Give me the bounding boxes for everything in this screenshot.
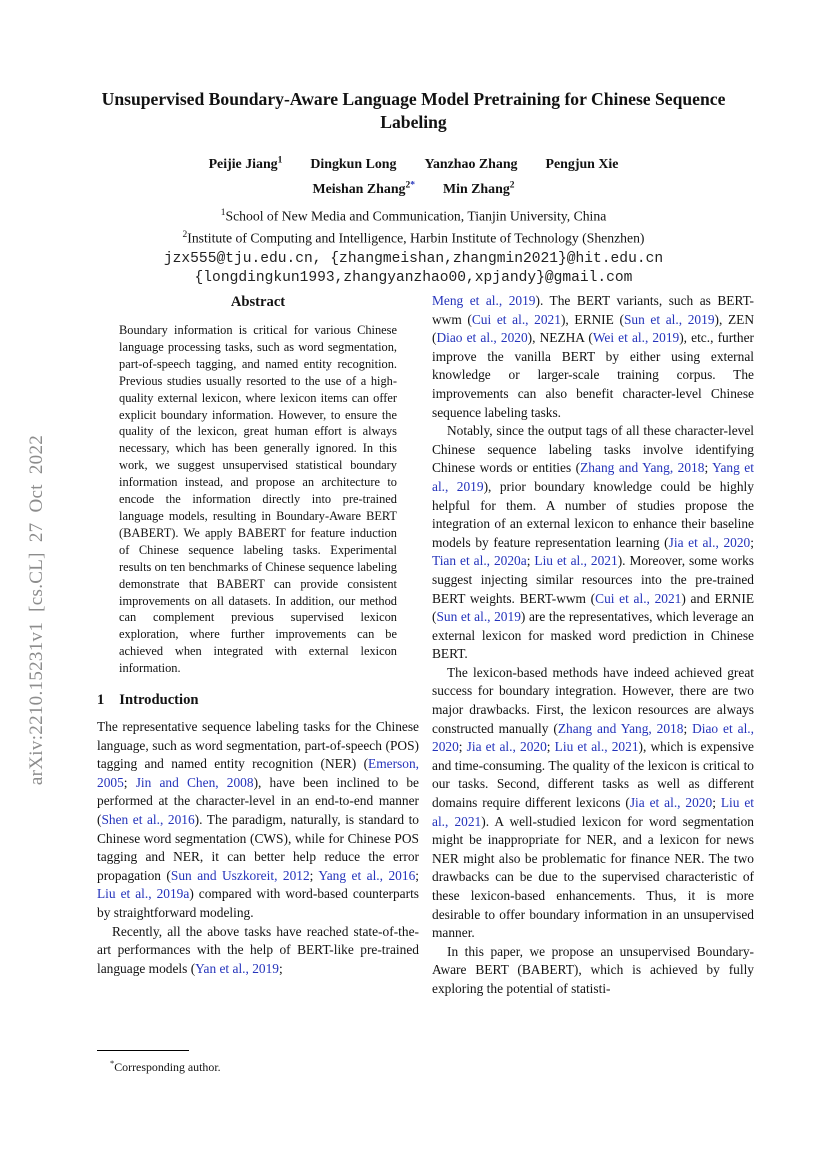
text-run: ) compared with word-based counterparts by straightforward modeling. <box>97 886 419 920</box>
text-run: The representative sequence labeling tasks for the Chinese language, such as word segmentation, part-of-speech (POS) tagging and named entity recognition (NER) ( <box>97 719 419 772</box>
citation-link[interactable]: Liu et al., 2021 <box>432 795 754 829</box>
text-run: ). A well-studied lexicon for word segmentation might be inappropriate for NER, and a lexicon for news NER might also be problematic for finance NER. The two drawbacks can be due to the supervised characteristic of these lexicon-based enhancements. Thus, it is more desirable to offer boundary information in an unsupervised manner. <box>432 813 754 941</box>
citation-link[interactable]: Shen et al., 2016 <box>101 812 195 827</box>
citation-link[interactable]: Meng et al., 2019 <box>432 293 536 308</box>
text-run: Notably, since the output tags of all these character-level Chinese sequence labeling tasks involve identifying Chinese words or entities ( <box>432 423 754 476</box>
affiliations <box>0 204 827 247</box>
text-run: The lexicon-based methods have indeed achieved great success for boundary integration. However, there are two major drawbacks. First, the lexicon resources are always constructed manually ( <box>432 664 754 736</box>
citation-link[interactable]: Tian et al., 2020a <box>432 553 527 569</box>
author <box>443 182 515 197</box>
arxiv-watermark: arXiv:2210.15231v1 [cs.CL] 27 Oct 2022 <box>26 434 47 786</box>
citation-link[interactable]: Diao et al., 2020 <box>436 330 528 346</box>
text-run: ), have been inclined to be performed at the character-level in an end-to-end manner ( <box>97 774 419 827</box>
affiliation-line <box>0 226 827 248</box>
authors-row-1 <box>0 151 827 176</box>
footnote-label: Corresponding author. <box>114 1059 221 1074</box>
affiliation-superscript: 1 <box>220 208 226 219</box>
author-name: Dingkun Long <box>310 157 397 173</box>
author-affiliation-superscript <box>278 156 283 166</box>
two-column-body <box>97 292 754 1168</box>
section-number: 1 <box>97 692 105 709</box>
text-run: ; <box>123 774 136 790</box>
text-run: ), which is expensive and time-consuming. The quality of the lexicon is critical to our tasks. Second, different tasks as well as different domains require different lexicons ( <box>432 739 754 811</box>
section-heading-introduction <box>97 692 419 709</box>
author-affiliation-superscript <box>406 180 416 190</box>
citation-link[interactable]: Liu et al., 2021 <box>534 553 618 569</box>
text-run: ; <box>704 460 713 476</box>
citation-link[interactable]: Yan et al., 2019 <box>195 960 279 976</box>
citation-link[interactable]: Jia et al., 2020 <box>629 795 713 811</box>
citation-link[interactable]: Wei et al., 2019 <box>592 330 680 346</box>
author <box>424 157 517 172</box>
text-run: ), ZEN ( <box>432 311 754 346</box>
affiliation-superscript: 2 <box>182 229 188 240</box>
text-run: ), prior boundary knowledge could be highly helpful for them. A number of studies propose the integration of an external lexicon to enhance their baseline models by feature representation learning ( <box>432 478 754 550</box>
affiliation-text: Institute of Computing and Intelligence, Harbin Institute of Technology (Shenzhen) <box>187 230 645 246</box>
text-run: In this paper, we propose an unsupervised Boundary-Aware BERT (BABERT), which is achieved by fully exploring the potential of statisti- <box>432 943 754 996</box>
paragraph <box>432 292 754 422</box>
right-column-paragraphs <box>432 292 754 999</box>
paragraph <box>432 422 754 664</box>
text-run: ) and ERNIE ( <box>432 590 754 625</box>
paragraph <box>432 664 754 943</box>
section-title: Introduction <box>119 692 199 709</box>
author <box>209 157 283 172</box>
authors-row-2 <box>0 175 827 200</box>
text-run: ; <box>526 553 535 569</box>
text-run: ), NEZHA ( <box>527 330 593 346</box>
paragraph <box>97 718 419 923</box>
left-column <box>97 292 419 1168</box>
author <box>310 157 396 172</box>
author-name: Yanzhao Zhang <box>424 157 518 173</box>
text-run: ; <box>309 867 319 883</box>
citation-link[interactable]: Yang et al., 2016 <box>318 867 416 883</box>
citation-link[interactable]: Sun and Uszkoreit, 2012 <box>170 867 310 883</box>
author-name: Min Zhang <box>443 182 510 198</box>
paragraph <box>97 923 419 979</box>
author-affiliation-superscript <box>510 180 515 190</box>
citation-link[interactable]: Liu et al., 2019a <box>97 886 190 902</box>
footnote-marker: * <box>110 1058 115 1068</box>
affiliation-text: School of New Media and Communication, Tianjin University, China <box>225 208 607 224</box>
paper-header <box>0 88 827 288</box>
citation-link[interactable]: Cui et al., 2021 <box>471 311 561 327</box>
text-run: ). Moreover, some works suggest injecting similar resources into the pre-trained BERT weights. BERT-wwm ( <box>432 553 754 606</box>
citation-link[interactable]: Jin and Chen, 2008 <box>135 774 254 790</box>
text-run: ; <box>750 534 754 550</box>
author-emails <box>0 250 827 288</box>
citation-link[interactable]: Jia et al., 2020 <box>668 534 751 550</box>
left-column-paragraphs <box>97 718 419 978</box>
affiliation-line <box>0 204 827 226</box>
text-run: ). The paradigm, naturally, is standard to Chinese word segmentation (CWS), while for Chinese POS tagging and NER, it can better help reduce the error propagation ( <box>97 812 419 883</box>
text-run: ; <box>683 720 693 736</box>
text-run: ; <box>415 867 419 883</box>
author-name: Meishan Zhang <box>312 182 406 198</box>
text-run: ; <box>279 960 283 976</box>
text-run: ; <box>546 739 555 755</box>
footnote-text <box>97 1056 419 1075</box>
text-run: Recently, all the above tasks have reached state-of-the-art performances with the help of BERT-like pre-trained language models ( <box>97 923 419 976</box>
author-name: Peijie Jiang <box>208 157 278 173</box>
paper-title: Unsupervised Boundary-Aware Language Model Pretraining for Chinese Sequence Labeling <box>101 89 726 133</box>
paragraph <box>432 943 754 999</box>
citation-link[interactable]: Jia et al., 2020 <box>466 739 547 755</box>
abstract-text: Boundary information is critical for various Chinese language processing tasks, such as word segmentation, part-of-speech tagging, and named entity recognition. Previous studies usually resorted to the use of a high-quality external lexicon, where lexicon items can offer explicit boundary information. However, to ensure the quality of the lexicon, great human effort is always necessary, which has been generally ignored. In this work, we suggest unsupervised statistical boundary information instead, and propose an architecture to encode the information directly into pre-trained language models, resulting in Boundary-Aware BERT (BABERT). We apply BABERT for feature induction of Chinese sequence labeling tasks. Experimental results on ten benchmarks of Chinese sequence labeling demonstrate that BABERT can provide consistent improvements on all datasets. In addition, our method can complement previous supervised lexicon exploration, where further improvements can be achieved when integrated with external lexicon information. <box>119 323 397 676</box>
superscript-number: 2 <box>509 180 515 191</box>
citation-link[interactable]: Liu et al., 2021 <box>554 739 639 755</box>
text-run: ; <box>712 795 721 811</box>
footnote-rule <box>97 1050 189 1051</box>
citation-link[interactable]: Zhang and Yang, 2018 <box>580 460 705 476</box>
superscript-number: 1 <box>277 155 283 166</box>
email-line: jzx555@tju.edu.cn, {zhangmeishan,zhangmin2021}@hit.edu.cn <box>163 251 664 268</box>
citation-link[interactable]: Cui et al., 2021 <box>595 590 682 606</box>
text-run: ). The BERT variants, such as BERT-wwm ( <box>432 293 754 327</box>
text-run: ) are the representatives, which leverage an external lexicon for masked word prediction in Chinese BERT. <box>432 609 754 662</box>
email-line: {longdingkun1993,zhangyanzhao00,xpjandy}@gmail.com <box>194 270 633 287</box>
author <box>312 182 415 197</box>
text-run: ), ERNIE ( <box>560 311 624 327</box>
citation-link[interactable]: Diao et al., 2020 <box>432 720 754 755</box>
corresponding-author-mark: * <box>410 180 415 191</box>
author-name: Pengjun Xie <box>545 157 619 173</box>
right-column <box>432 292 754 1168</box>
citation-link[interactable]: Emerson, 2005 <box>97 756 419 790</box>
superscript-number: 2 <box>405 180 411 191</box>
footnote <box>97 1050 419 1075</box>
citation-link[interactable]: Sun et al., 2019 <box>623 311 715 327</box>
citation-link[interactable]: Zhang and Yang, 2018 <box>557 720 684 736</box>
author <box>546 157 619 172</box>
citation-link[interactable]: Yang et al., 2019 <box>432 460 754 494</box>
text-run: ), etc., further improve the vanilla BERT by either using external knowledge or larger-scale training corpus. The improvements can also benefit character-level Chinese sequence labeling tasks. <box>432 330 754 420</box>
text-run: ; <box>458 739 467 755</box>
abstract-heading: Abstract <box>230 294 286 310</box>
abstract-section <box>97 294 419 677</box>
citation-link[interactable]: Sun et al., 2019 <box>436 609 521 625</box>
